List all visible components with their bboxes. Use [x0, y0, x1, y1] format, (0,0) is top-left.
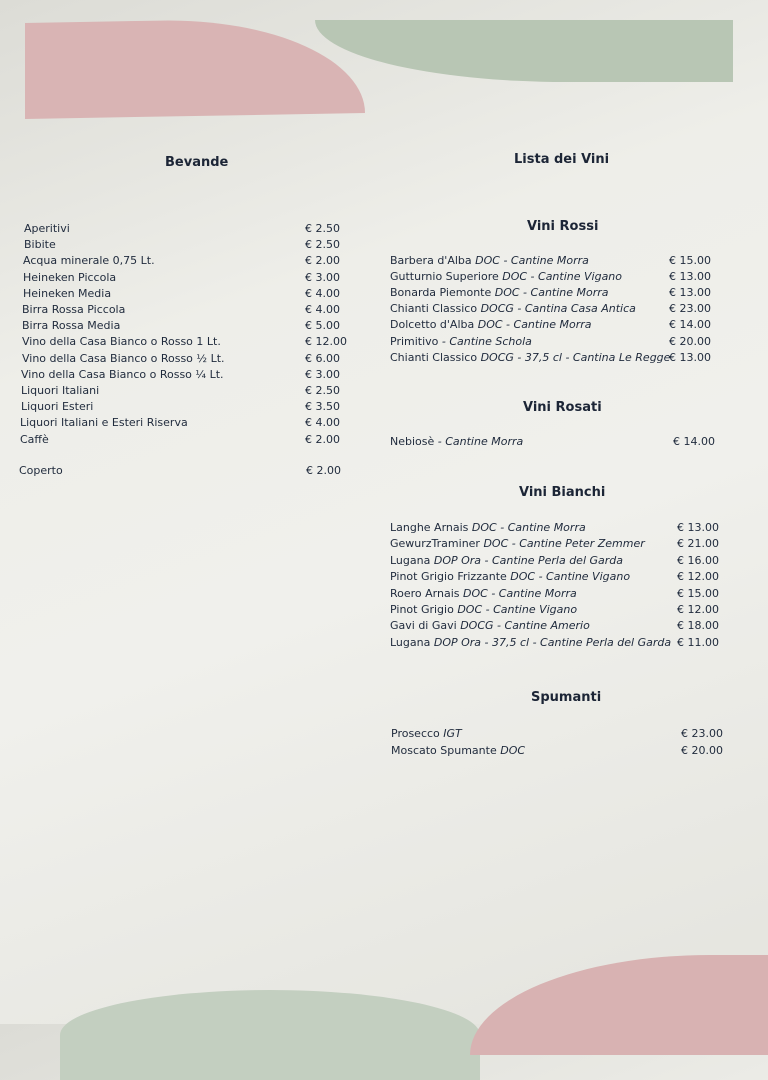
wine-producer: - Cantine Morra: [496, 521, 586, 534]
drink-name: Liquori Italiani e Esteri Riserva: [20, 416, 188, 430]
wine-label: Moscato Spumante: [391, 743, 501, 757]
wine-name: [390, 285, 609, 301]
drink-name: Heineken Piccola: [23, 270, 117, 284]
drink-price: € 2.50: [305, 384, 340, 397]
drink-name: Heineken Media: [23, 286, 112, 300]
wine-producer: - Cantine Morra: [499, 254, 589, 267]
wine-producer: Ora - Cantine Perla del Garda: [457, 553, 624, 567]
wine-name: [390, 334, 532, 350]
wine-classification: DOC: [510, 570, 536, 584]
wine-price: € 11.00: [677, 635, 719, 649]
wine-classification: DOP: [433, 553, 458, 567]
wine-label: Nebiosè: [390, 435, 435, 448]
wine-price: € 13.00: [669, 270, 711, 284]
wine-label: Barbera d'Alba: [390, 254, 476, 267]
wine-name: [391, 743, 525, 759]
wine-label: Gutturnio Superiore: [390, 270, 503, 284]
wine-name: [390, 553, 623, 569]
decorative-green-shape-bottom: [60, 990, 480, 1080]
wine-name: [390, 635, 671, 651]
drink-name: Vino della Casa Bianco o Rosso ½ Lt.: [22, 351, 225, 365]
wine-label: Prosecco: [391, 727, 444, 740]
wine-name: [390, 434, 523, 450]
wine-producer: - Cantine Schola: [438, 334, 532, 348]
wine-producer: - Cantina Casa Antica: [513, 302, 636, 316]
wine-price: € 18.00: [677, 619, 719, 633]
wine-label: GewurzTraminer: [390, 537, 484, 551]
wine-name: [390, 536, 645, 552]
wine-classification: DOC: [500, 743, 526, 757]
wine-label: Pinot Grigio: [390, 603, 458, 616]
vini-rossi-title: Vini Rossi: [527, 219, 599, 234]
drink-name: Liquori Italiani: [21, 384, 100, 397]
wine-producer: - Cantina Le Regge: [561, 350, 671, 364]
drink-name: Caffè: [20, 432, 49, 446]
wine-name: [391, 726, 462, 742]
wine-price: € 23.00: [669, 302, 711, 316]
drink-price: € 4.00: [305, 303, 340, 316]
wine-producer: - Cantine Morra: [434, 435, 524, 448]
wine-classification: DOCG: [480, 302, 514, 316]
vini-bianchi-title: Vini Bianchi: [519, 485, 606, 500]
wine-label: Primitivo: [390, 334, 439, 348]
drink-price: € 2.50: [305, 238, 340, 252]
drink-price: € 3.00: [305, 367, 340, 381]
wine-classification: DOC: [471, 521, 497, 534]
wine-price: € 15.00: [669, 254, 711, 267]
wine-price: € 13.00: [669, 286, 711, 300]
drink-price: € 6.00: [305, 351, 340, 365]
wine-classification: DOC: [483, 537, 509, 551]
wine-label: Lugana: [390, 553, 434, 567]
wine-producer: - Cantine Morra: [519, 286, 609, 300]
drink-name: Vino della Casa Bianco o Rosso 1 Lt.: [22, 335, 221, 349]
wine-producer: - Cantine Vigano: [527, 270, 623, 284]
wine-name: [390, 569, 630, 585]
drink-price: € 4.00: [305, 286, 340, 300]
wine-producer: - Cantine Vigano: [535, 570, 631, 584]
wine-classification: DOC: [463, 586, 488, 600]
wine-label: Gavi di Gavi: [390, 619, 461, 633]
wine-classification: DOC: [477, 318, 503, 332]
wine-name: [390, 350, 670, 366]
wine-price: € 20.00: [681, 743, 723, 757]
vini-rosati-title: Vini Rosati: [523, 400, 602, 415]
wine-price: € 13.00: [677, 521, 719, 534]
wine-price: € 16.00: [677, 553, 719, 567]
wine-label: Pinot Grigio Frizzante: [390, 570, 511, 584]
wine-price: € 23.00: [681, 727, 723, 740]
bevande-title: Bevande: [165, 155, 229, 170]
wine-producer: - Cantine Vigano: [482, 603, 578, 616]
wine-producer: - Cantine Morra: [487, 586, 577, 600]
wine-price: € 20.00: [669, 334, 711, 348]
wine-label: Chianti Classico: [390, 350, 481, 364]
drink-price: € 5.00: [305, 319, 340, 333]
wine-name: [390, 602, 577, 618]
wine-price: € 21.00: [677, 537, 719, 551]
wine-list-title: Lista dei Vini: [514, 152, 610, 167]
wine-classification: DOC: [475, 254, 500, 267]
wine-label: Roero Arnais: [390, 586, 464, 600]
drink-price: € 4.00: [305, 416, 340, 430]
drink-price: € 3.50: [305, 400, 340, 414]
drink-price: € 2.50: [305, 222, 340, 235]
wine-price: € 12.00: [677, 570, 719, 584]
drink-price: € 3.00: [305, 270, 340, 284]
drink-price: € 12.00: [305, 335, 347, 349]
drink-name: Birra Rossa Piccola: [22, 303, 126, 316]
wine-classification: DOCG - 37,5 cl: [480, 350, 562, 364]
drink-name: Liquori Esteri: [21, 400, 94, 414]
drink-name: Birra Rossa Media: [22, 319, 121, 333]
drink-name: Aperitivi: [24, 222, 70, 235]
wine-producer: - Cantine Amerio: [493, 619, 590, 633]
wine-name: [390, 301, 636, 317]
wine-label: Bonarda Piemonte: [390, 286, 495, 300]
wine-producer: - Cantine Morra: [502, 318, 592, 332]
wine-name: [390, 618, 590, 634]
wine-name: [390, 586, 577, 602]
coperto-price: € 2.00: [306, 464, 341, 477]
wine-classification: DOCG: [460, 619, 494, 633]
wine-classification: DOC: [457, 603, 483, 616]
wine-price: € 14.00: [669, 318, 711, 332]
wine-name: [390, 317, 592, 333]
decorative-pink-shape-bottom: [470, 955, 768, 1055]
wine-price: € 12.00: [677, 603, 719, 616]
wine-label: Dolcetto d'Alba: [390, 318, 478, 332]
wine-name: [390, 269, 622, 285]
drink-name: Acqua minerale 0,75 Lt.: [23, 254, 155, 268]
decorative-green-shape-top: [315, 20, 733, 82]
wine-label: Lugana: [390, 635, 434, 649]
wine-classification: DOC: [502, 270, 528, 284]
wine-producer: - Cantine Peter Zemmer: [508, 537, 645, 551]
wine-classification: DOP: [433, 635, 458, 649]
spumanti-title: Spumanti: [531, 690, 602, 705]
drink-price: € 2.00: [305, 432, 340, 446]
drink-name: Bibite: [24, 238, 56, 252]
wine-producer: Ora - 37,5 cl - Cantine Perla del Garda: [457, 635, 672, 649]
wine-label: Chianti Classico: [390, 302, 481, 316]
wine-label: Langhe Arnais: [390, 521, 472, 534]
decorative-pink-shape-top: [25, 17, 365, 119]
drink-name: Vino della Casa Bianco o Rosso ¼ Lt.: [21, 367, 224, 381]
wine-classification: DOC: [494, 286, 520, 300]
wine-name: [390, 253, 589, 269]
wine-price: € 13.00: [669, 350, 711, 364]
wine-classification: IGT: [443, 727, 462, 740]
coperto-label: Coperto: [19, 464, 63, 477]
drink-price: € 2.00: [305, 254, 340, 268]
wine-price: € 14.00: [673, 435, 715, 448]
wine-name: [390, 520, 586, 536]
wine-price: € 15.00: [677, 586, 719, 600]
